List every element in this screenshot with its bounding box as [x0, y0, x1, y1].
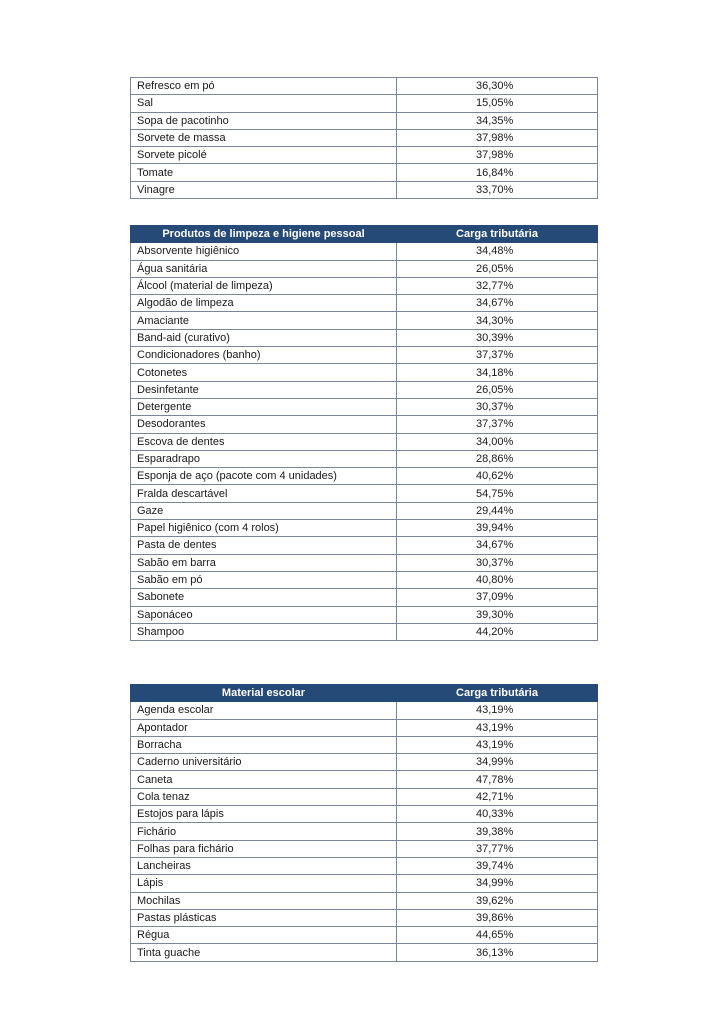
item-name-cell: Cotonetes: [131, 364, 397, 381]
item-name-cell: Folhas para fichário: [131, 840, 397, 857]
tax-value-cell: 32,77%: [397, 277, 598, 294]
item-name-cell: Condicionadores (banho): [131, 347, 397, 364]
table-row: [131, 823, 598, 840]
item-name-cell: Refresco em pó: [131, 78, 397, 95]
school-tax-rows: [131, 702, 598, 961]
table-row: [131, 347, 598, 364]
table-row: [131, 398, 598, 415]
item-name-cell: Desodorantes: [131, 416, 397, 433]
table-row: [131, 771, 598, 788]
table-row: [131, 485, 598, 502]
tax-value-cell: 34,35%: [397, 112, 598, 129]
item-name-cell: Fralda descartável: [131, 485, 397, 502]
table-row: [131, 95, 598, 112]
tax-value-cell: 37,37%: [397, 416, 598, 433]
tax-value-cell: 30,39%: [397, 329, 598, 346]
category-header: Material escolar: [131, 685, 397, 702]
item-name-cell: Algodão de limpeza: [131, 295, 397, 312]
food-tax-table-continued: [130, 77, 598, 199]
table-row: [131, 606, 598, 623]
tax-value-cell: 26,05%: [397, 260, 598, 277]
table-row: [131, 147, 598, 164]
table-row: [131, 589, 598, 606]
item-name-cell: Caneta: [131, 771, 397, 788]
item-name-cell: Tomate: [131, 164, 397, 181]
item-name-cell: Esponja de aço (pacote com 4 unidades): [131, 468, 397, 485]
tax-value-cell: 40,33%: [397, 806, 598, 823]
tax-value-cell: 33,70%: [397, 181, 598, 198]
tax-value-cell: 39,86%: [397, 909, 598, 926]
item-name-cell: Sabão em barra: [131, 554, 397, 571]
table-row: [131, 571, 598, 588]
tax-value-cell: 34,30%: [397, 312, 598, 329]
table-row: [131, 181, 598, 198]
table-header-row: [131, 226, 598, 243]
item-name-cell: Detergente: [131, 398, 397, 415]
tax-value-cell: 34,99%: [397, 875, 598, 892]
item-name-cell: Absorvente higiênico: [131, 243, 397, 260]
food-tax-rows: [131, 78, 598, 199]
tax-value-cell: 34,48%: [397, 243, 598, 260]
tax-value-cell: 37,98%: [397, 147, 598, 164]
item-name-cell: Shampoo: [131, 623, 397, 640]
table-row: [131, 260, 598, 277]
table-row: [131, 702, 598, 719]
tax-value-cell: 37,09%: [397, 589, 598, 606]
tax-value-cell: 40,62%: [397, 468, 598, 485]
tax-value-cell: 34,00%: [397, 433, 598, 450]
tax-header: Carga tributária: [397, 685, 598, 702]
tax-value-cell: 36,13%: [397, 944, 598, 961]
table-row: [131, 129, 598, 146]
item-name-cell: Vinagre: [131, 181, 397, 198]
tax-value-cell: 36,30%: [397, 78, 598, 95]
item-name-cell: Lancheiras: [131, 857, 397, 874]
table-row: [131, 806, 598, 823]
tax-value-cell: 44,20%: [397, 623, 598, 640]
item-name-cell: Papel higiênico (com 4 rolos): [131, 520, 397, 537]
table-row: [131, 520, 598, 537]
item-name-cell: Apontador: [131, 719, 397, 736]
table-row: [131, 857, 598, 874]
item-name-cell: Mochilas: [131, 892, 397, 909]
tax-value-cell: 43,19%: [397, 736, 598, 753]
item-name-cell: Sal: [131, 95, 397, 112]
tax-value-cell: 54,75%: [397, 485, 598, 502]
item-name-cell: Água sanitária: [131, 260, 397, 277]
tax-value-cell: 28,86%: [397, 450, 598, 467]
item-name-cell: Escova de dentes: [131, 433, 397, 450]
table-row: [131, 537, 598, 554]
table-row: [131, 754, 598, 771]
tax-value-cell: 37,77%: [397, 840, 598, 857]
item-name-cell: Agenda escolar: [131, 702, 397, 719]
table-row: [131, 944, 598, 961]
table-row: [131, 623, 598, 640]
tax-value-cell: 39,94%: [397, 520, 598, 537]
item-name-cell: Sabonete: [131, 589, 397, 606]
item-name-cell: Fichário: [131, 823, 397, 840]
table-row: [131, 927, 598, 944]
item-name-cell: Estojos para lápis: [131, 806, 397, 823]
table-row: [131, 416, 598, 433]
tax-value-cell: 44,65%: [397, 927, 598, 944]
tax-value-cell: 40,80%: [397, 571, 598, 588]
table-row: [131, 788, 598, 805]
tax-value-cell: 43,19%: [397, 719, 598, 736]
item-name-cell: Sorvete de massa: [131, 129, 397, 146]
item-name-cell: Pasta de dentes: [131, 537, 397, 554]
item-name-cell: Saponáceo: [131, 606, 397, 623]
table-row: [131, 364, 598, 381]
tax-value-cell: 37,98%: [397, 129, 598, 146]
tax-value-cell: 16,84%: [397, 164, 598, 181]
tax-value-cell: 34,18%: [397, 364, 598, 381]
tax-value-cell: 29,44%: [397, 502, 598, 519]
table-row: [131, 112, 598, 129]
table-row: [131, 840, 598, 857]
table-row: [131, 554, 598, 571]
table-row: [131, 909, 598, 926]
table-row: [131, 164, 598, 181]
tax-header: Carga tributária: [397, 226, 598, 243]
table-row: [131, 433, 598, 450]
item-name-cell: Sabão em pó: [131, 571, 397, 588]
tax-value-cell: 37,37%: [397, 347, 598, 364]
tax-value-cell: 43,19%: [397, 702, 598, 719]
item-name-cell: Esparadrapo: [131, 450, 397, 467]
table-row: [131, 502, 598, 519]
school-supplies-tax-table: [130, 684, 598, 962]
table-row: [131, 243, 598, 260]
table-row: [131, 892, 598, 909]
table-row: [131, 295, 598, 312]
table-row: [131, 450, 598, 467]
item-name-cell: Lápis: [131, 875, 397, 892]
tax-value-cell: 30,37%: [397, 554, 598, 571]
table-row: [131, 78, 598, 95]
item-name-cell: Tinta guache: [131, 944, 397, 961]
category-header: Produtos de limpeza e higiene pessoal: [131, 226, 397, 243]
table-header-row: [131, 685, 598, 702]
tax-value-cell: 34,99%: [397, 754, 598, 771]
item-name-cell: Álcool (material de limpeza): [131, 277, 397, 294]
table-row: [131, 277, 598, 294]
table-row: [131, 736, 598, 753]
item-name-cell: Gaze: [131, 502, 397, 519]
cleaning-hygiene-tax-table: [130, 225, 598, 641]
tax-value-cell: 34,67%: [397, 295, 598, 312]
tax-value-cell: 26,05%: [397, 381, 598, 398]
item-name-cell: Sopa de pacotinho: [131, 112, 397, 129]
tax-value-cell: 34,67%: [397, 537, 598, 554]
item-name-cell: Borracha: [131, 736, 397, 753]
item-name-cell: Pastas plásticas: [131, 909, 397, 926]
item-name-cell: Band-aid (curativo): [131, 329, 397, 346]
table-row: [131, 719, 598, 736]
tax-value-cell: 30,37%: [397, 398, 598, 415]
item-name-cell: Sorvete picolé: [131, 147, 397, 164]
tax-value-cell: 39,74%: [397, 857, 598, 874]
item-name-cell: Amaciante: [131, 312, 397, 329]
item-name-cell: Régua: [131, 927, 397, 944]
tax-value-cell: 39,38%: [397, 823, 598, 840]
table-row: [131, 875, 598, 892]
item-name-cell: Cola tenaz: [131, 788, 397, 805]
table-row: [131, 468, 598, 485]
item-name-cell: Caderno universitário: [131, 754, 397, 771]
tax-value-cell: 47,78%: [397, 771, 598, 788]
tax-value-cell: 42,71%: [397, 788, 598, 805]
tax-value-cell: 39,30%: [397, 606, 598, 623]
table-row: [131, 381, 598, 398]
table-row: [131, 329, 598, 346]
tax-value-cell: 39,62%: [397, 892, 598, 909]
table-row: [131, 312, 598, 329]
item-name-cell: Desinfetante: [131, 381, 397, 398]
cleaning-tax-rows: [131, 243, 598, 641]
tax-value-cell: 15,05%: [397, 95, 598, 112]
